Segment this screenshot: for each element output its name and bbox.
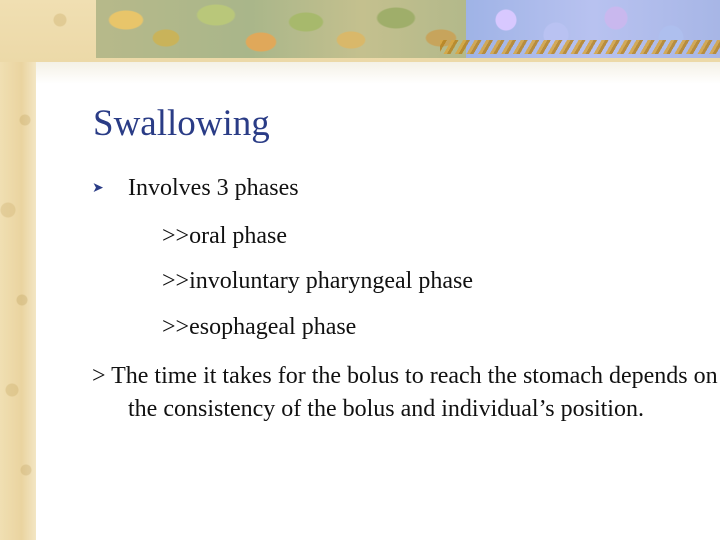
parchment-left-border: [0, 0, 36, 540]
fern-decoration: [440, 40, 720, 54]
arrow-bullet-icon: ➤: [92, 181, 104, 196]
body-paragraph: > The time it takes for the bolus to reach the stomach depends on the consistency of the bolus and individual’s position.: [92, 363, 718, 423]
phase-item: >>involuntary pharyngeal phase: [162, 268, 473, 294]
bullet-text: Involves 3 phases: [128, 175, 299, 201]
phase-item: >>oral phase: [162, 223, 288, 249]
slide-title: Swallowing: [93, 103, 270, 144]
bullet-item: [92, 174, 299, 203]
phase-item: >>esophageal phase: [162, 314, 357, 340]
leaves-banner-image: [96, 0, 476, 58]
